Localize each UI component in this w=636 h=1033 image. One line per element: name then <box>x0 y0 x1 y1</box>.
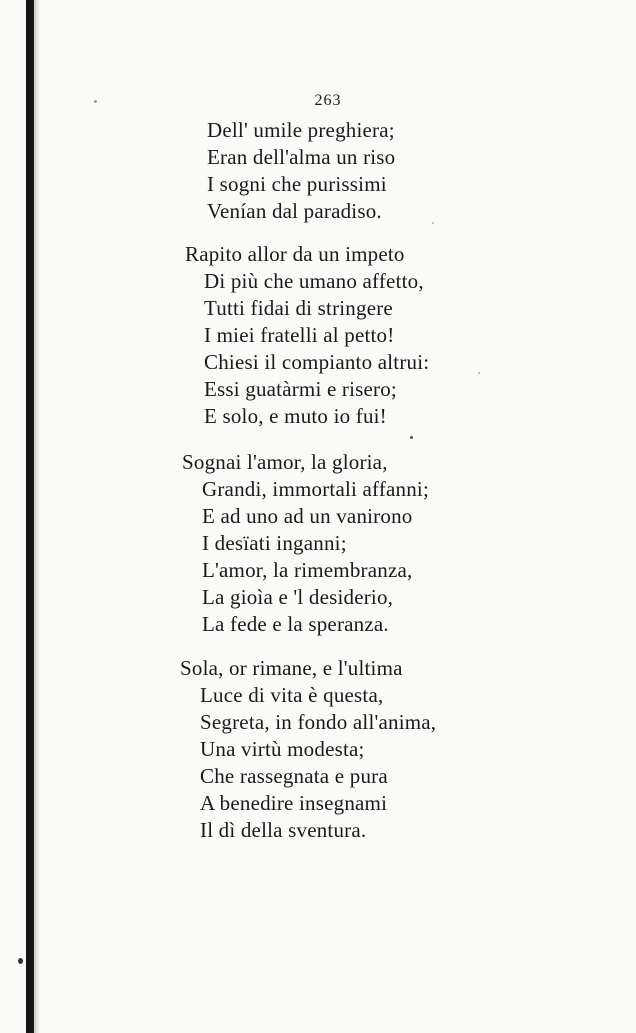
binding-shadow <box>34 0 40 1033</box>
poem-line: E solo, e muto io fui! <box>204 404 387 428</box>
poem-line: Grandi, immortali affanni; <box>202 477 430 501</box>
poem-line: I desïati inganni; <box>202 531 347 555</box>
binding-edge <box>26 0 34 1033</box>
poem-line: I sogni che purissimi <box>207 172 387 196</box>
poem-line: Sognai l'amor, la gloria, <box>182 450 388 474</box>
poem-line: Chiesi il compianto altrui: <box>204 350 430 374</box>
poem-line: Il dì della sventura. <box>200 818 367 842</box>
poem-line: Segreta, in fondo all'anima, <box>200 710 437 734</box>
poem-line: A benedire insegnami <box>200 791 388 815</box>
poem-line: La fede e la speranza. <box>202 612 389 636</box>
paper-speck <box>410 436 413 439</box>
paper-speck <box>94 100 97 103</box>
poem-line: Rapito allor da un impeto <box>185 242 405 266</box>
page-number: 263 <box>314 92 342 109</box>
poem-line: Luce di vita è questa, <box>200 683 384 707</box>
poem-line: Che rassegnata e pura <box>200 764 388 788</box>
paper-speck <box>432 222 434 224</box>
poem-line: Dell' umile preghiera; <box>207 118 395 142</box>
poem-line: L'amor, la rimembranza, <box>202 558 413 582</box>
poem-line: Di più che umano affetto, <box>204 269 424 293</box>
poem-line: Eran dell'alma un riso <box>207 145 396 169</box>
paper-speck <box>478 372 480 374</box>
poem-line: Essi guatàrmi e risero; <box>204 377 397 401</box>
poem-line: Tutti fidai di stringere <box>204 296 393 320</box>
poem-line: Una virtù modesta; <box>200 737 365 761</box>
paper-speck <box>18 958 23 964</box>
poem-line: E ad uno ad un vanirono <box>202 504 413 528</box>
poem-line: Venían dal paradiso. <box>207 199 382 223</box>
poem-line: I miei fratelli al petto! <box>204 323 395 347</box>
poem-line: Sola, or rimane, e l'ultima <box>180 656 403 680</box>
poem-line: La gioìa e 'l desiderio, <box>202 585 394 609</box>
